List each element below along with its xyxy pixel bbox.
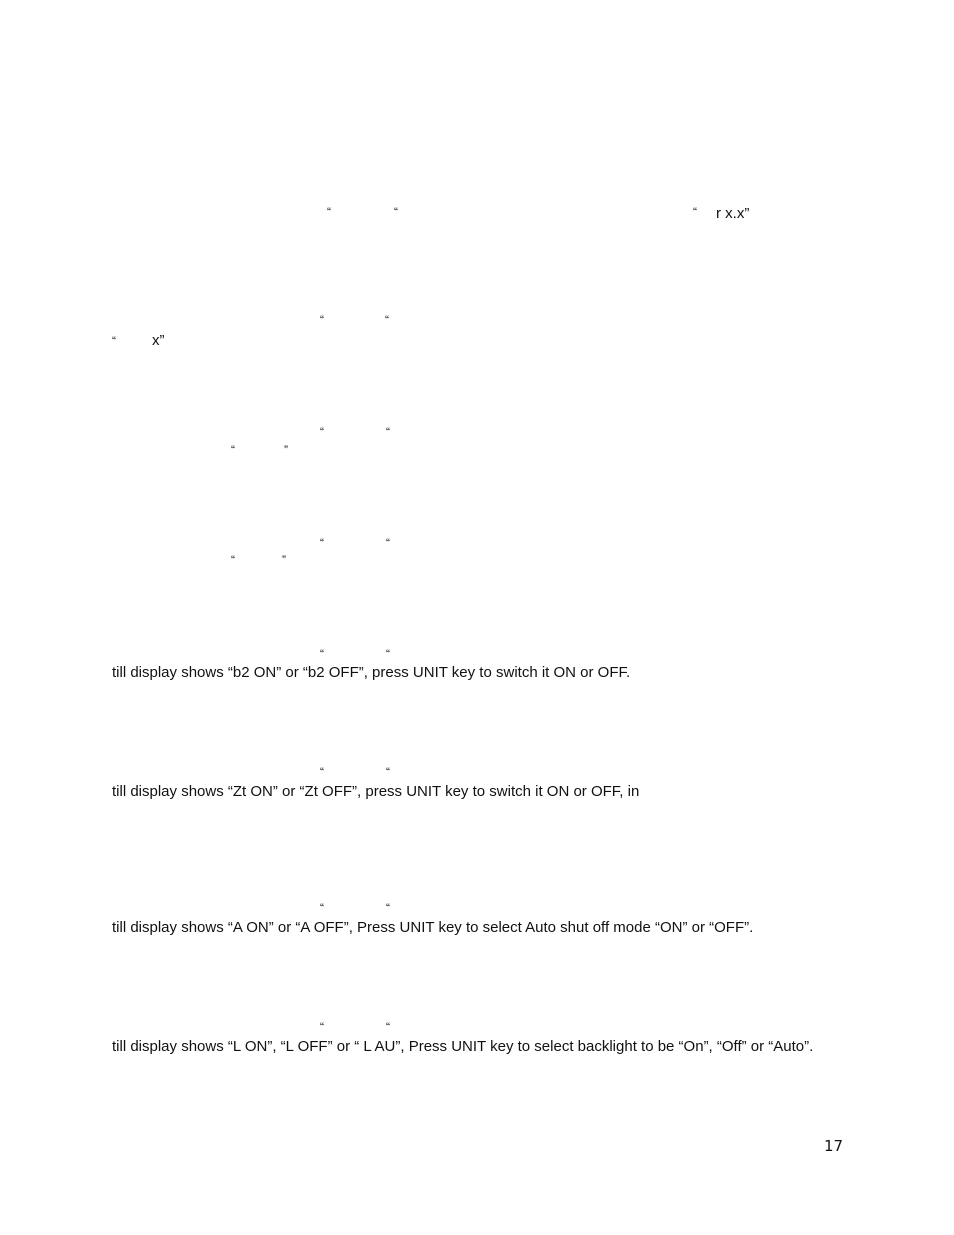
quote-mark: “	[386, 536, 390, 550]
quote-mark: ”	[284, 443, 288, 457]
instruction-line: till display shows “A ON” or “A OFF”, Press UNIT key to select Auto shut off mode “ON” or “OFF”.	[112, 919, 754, 936]
quote-mark: “	[385, 313, 389, 327]
quote-mark: “	[386, 647, 390, 661]
instruction-line: till display shows “Zt ON” or “Zt OFF”, press UNIT key to switch it ON or OFF, in	[112, 783, 640, 800]
quote-mark: “	[112, 334, 116, 348]
quote-mark: “	[320, 1020, 324, 1034]
quote-mark: “	[231, 553, 235, 567]
text-fragment: r x.x”	[716, 205, 750, 222]
text-fragment: x”	[152, 332, 165, 349]
page-number: 17	[824, 1137, 844, 1155]
quote-mark: ”	[282, 553, 286, 567]
instruction-line: till display shows “b2 ON” or “b2 OFF”, press UNIT key to switch it ON or OFF.	[112, 664, 631, 681]
quote-mark: “	[231, 443, 235, 457]
quote-mark: “	[386, 901, 390, 915]
quote-mark: “	[386, 765, 390, 779]
quote-mark: “	[320, 765, 324, 779]
quote-mark: “	[320, 425, 324, 439]
quote-mark: “	[320, 901, 324, 915]
quote-mark: “	[386, 425, 390, 439]
quote-mark: “	[320, 647, 324, 661]
quote-mark: “	[386, 1020, 390, 1034]
quote-mark: “	[394, 205, 398, 219]
quote-mark: “	[320, 536, 324, 550]
quote-mark: “	[693, 205, 697, 219]
instruction-line: till display shows “L ON”, “L OFF” or “ L AU”, Press UNIT key to select backlight to be “On”, “Off” or “Auto”.	[112, 1038, 814, 1055]
quote-mark: “	[327, 205, 331, 219]
quote-mark: “	[320, 313, 324, 327]
